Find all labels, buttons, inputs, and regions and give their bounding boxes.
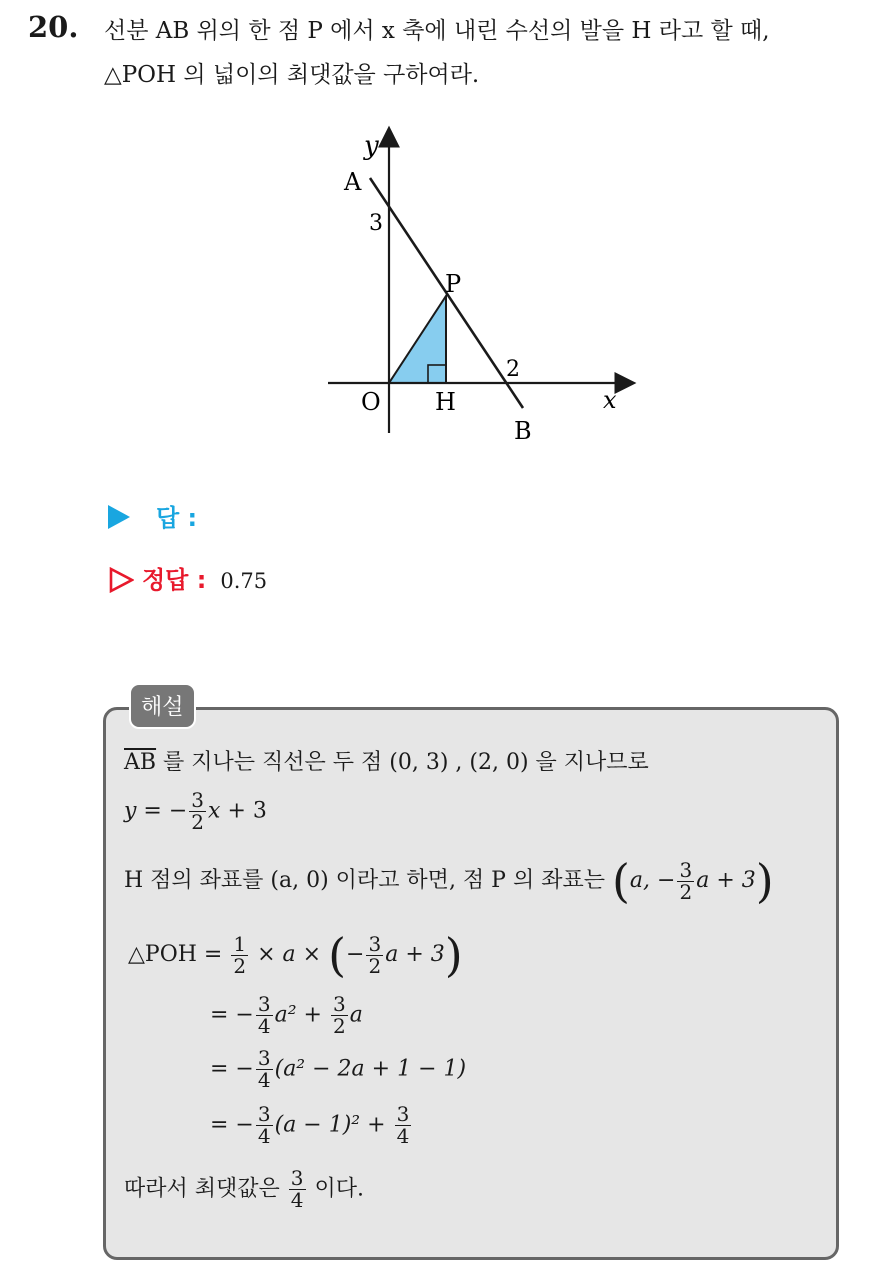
text-solution-l5-den1: 4 [257,1014,271,1038]
text-solution-l2-x: x [208,798,221,824]
text-solution-l7-num1: 3 [257,1102,271,1126]
text-solution-l4-den2: 2 [368,953,382,978]
triangle-poh [389,296,446,383]
filled-triangle-icon [108,505,130,529]
label-o: O [361,388,381,416]
text-solution-l4-num2: 3 [368,931,382,956]
y-axis-label: y [364,131,379,161]
outline-triangle-icon [108,567,134,593]
text-solution-l4-mid: × a × [250,942,329,967]
solution-line-1 [124,745,649,776]
text-solution-l6-eq: = − [210,1056,254,1082]
text-solution-l6-num: 3 [257,1046,271,1070]
text-solution-l6-tail: (a² − 2a + 1 − 1) [274,1056,467,1082]
text-solution-l7-num2: 3 [396,1102,410,1126]
text-solution-l2-tail: + 3 [220,798,267,824]
text-solution-l4-lhs: △POH = [128,942,230,967]
label-b: B [514,417,532,440]
solution-line-7 [210,1104,413,1147]
label-a: A [344,168,362,196]
text-solution-l4-num1: 1 [233,931,247,956]
label-2: 2 [506,357,520,382]
text-solution-l3-den: 2 [679,879,693,904]
text-solution-l2-lhs: y [124,798,137,824]
text-solution-l2-eq: = − [136,798,188,824]
text-solution-l4-den1: 2 [233,953,247,978]
text-solution-l5-eq: = − [210,1002,254,1028]
text-solution-l4-neg: − [346,942,365,967]
solution-tag: 해설 [129,683,196,729]
text-solution-l5-tail: a [349,1002,363,1028]
text-solution-l5-num2: 3 [332,992,346,1016]
text-solution-l7-eq: = − [210,1112,254,1138]
text-solution-l3-tail: a + 3 [696,868,756,893]
x-axis-label: x [603,386,617,414]
question-number: 20. [28,10,79,44]
question-text-line2: △POH 의 넓이의 최댓값을 구하여라. [104,62,480,88]
coordinate-figure [320,120,650,440]
text-solution-l1_rest: 를 지나는 직선은 두 점 (0, 3) , (2, 0) 을 지나므로 [156,750,649,775]
correct-answer-value: 0.75 [220,569,268,593]
label-h: H [435,388,456,416]
text-solution-l3-num: 3 [679,857,693,882]
text-solution-l2-den: 2 [191,810,205,834]
text-solution-l5-num1: 3 [257,992,271,1016]
correct-answer-row [108,560,267,595]
text-solution-l8-tail: 이다. [307,1176,364,1202]
answer-blank-row [108,498,197,533]
text-solution-l4-tail: a + 3 [385,942,445,967]
text-solution-l8-num: 3 [290,1166,304,1190]
correct-answer-label: 정답 : [142,566,207,594]
text-solution-l7-den2: 4 [396,1124,410,1148]
question-text-line1: 선분 AB 위의 한 점 P 에서 x 축에 내린 수선의 발을 H 라고 할 때, [104,18,770,44]
text-solution-l7-den1: 4 [257,1124,271,1148]
text-solution-l6-den: 4 [257,1068,271,1092]
label-3: 3 [369,211,383,236]
text-solution-l2-num: 3 [191,788,205,812]
text-solution-l5-mid: a² + [274,1002,329,1028]
solution-line-6 [210,1048,466,1091]
text-solution-l7-mid: (a − 1)² + [274,1112,393,1138]
text-solution-l3-a: a, − [629,868,676,893]
solution-line-5 [210,994,363,1037]
solution-line-2 [124,790,267,833]
label-p: P [445,270,462,298]
text-solution-l1_seg: $\overline{AB}$ [124,750,157,775]
solution-line-4: △POH = $\frac{1}{2}$ × a × (− $\frac{3}{2}$ a + 3) [128,928,463,982]
solution-line-3: H 점의 좌표를 (a, 0) 이라고 하면, 점 P 의 좌표는 (a, − $\frac{3}{2}$ a + 3) [124,854,774,908]
answer-label: 답 : [156,504,198,532]
text-solution-l5-den2: 2 [332,1014,346,1038]
text-solution-l8-den: 4 [290,1188,304,1212]
text-solution-l3-text: H 점의 좌표를 (a, 0) 이라고 하면, 점 P 의 좌표는 [124,868,605,893]
text-solution-l8-text: 따라서 최댓값은 [124,1176,280,1202]
solution-line-8 [124,1168,364,1211]
